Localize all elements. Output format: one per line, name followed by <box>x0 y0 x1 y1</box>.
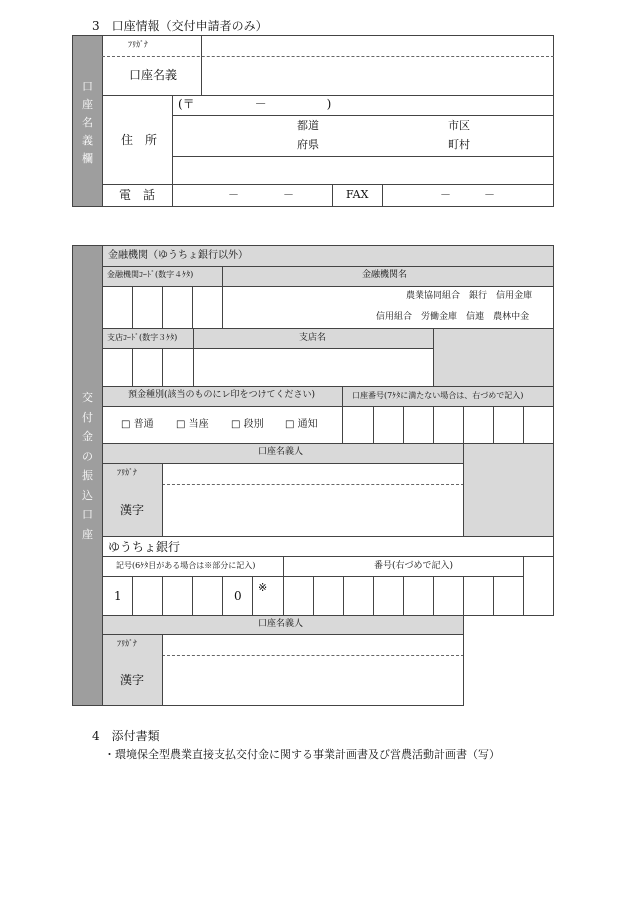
shikuchoson-label-2: 町村 <box>448 138 470 151</box>
phone-field[interactable]: － － <box>228 188 294 201</box>
furigana-label: ﾌﾘｶﾞﾅ <box>128 40 148 49</box>
phone-label: 電 話 <box>119 188 156 202</box>
attachment-item: ・環境保全型農業直接支払交付金に関する事業計画書及び営農活動計画書（写） <box>104 748 500 761</box>
branch-name-label: 支店名 <box>299 333 327 343</box>
fax-label: FAX <box>346 188 369 201</box>
holder-furigana-label: ﾌﾘｶﾞﾅ <box>117 468 137 477</box>
branch-code-label: 支店ｺｰﾄﾞ(数字３ｹﾀ) <box>107 333 178 342</box>
holder-label: 口座名義人 <box>258 447 304 457</box>
institution-types-line1: 農業協同組合 銀行 信用金庫 <box>406 291 533 301</box>
yucho-header: ゆうちょ銀行 <box>108 540 181 554</box>
account-number-label: 口座番号(7ｹﾀに満たない場合は、右づめで記入) <box>352 391 524 400</box>
todofuken-label-2: 府県 <box>297 138 319 151</box>
deposit-ordinary-checkbox[interactable]: □ 普通 <box>121 419 154 430</box>
yucho-kanji-label: 漢字 <box>120 673 145 687</box>
yucho-furigana-label: ﾌﾘｶﾞﾅ <box>117 639 137 648</box>
section3-heading: 3 口座情報（交付申請者のみ） <box>92 19 268 33</box>
deposit-tier-checkbox[interactable]: □ 段別 <box>231 419 264 430</box>
account-side-label: 口 座 名 義 欄 <box>73 36 102 206</box>
bank-side-label: 交 付 金 の 振 込 口 座 <box>73 246 102 705</box>
institution-types-line2: 信用組合 労働金庫 信連 農林中金 <box>376 312 530 322</box>
institution-header: 金融機関（ゆうちょ銀行以外） <box>108 250 248 261</box>
yucho-holder-label: 口座名義人 <box>258 619 304 629</box>
yucho-number-label: 番号(右づめで記入) <box>374 561 454 571</box>
account-name-label: 口座名義 <box>129 68 178 82</box>
todofuken-label-1: 都道 <box>297 119 319 132</box>
deposit-current-checkbox[interactable]: □ 当座 <box>176 419 209 430</box>
postal-code-field[interactable]: (〒 － ) <box>178 97 332 111</box>
address-detail-field[interactable] <box>173 157 553 183</box>
yucho-mark: ※ <box>258 581 268 594</box>
institution-code-label: 金融機関ｺｰﾄﾞ(数字４ｹﾀ) <box>107 270 194 279</box>
furigana-field[interactable] <box>202 36 553 55</box>
section4-heading: 4 添付書類 <box>92 729 160 743</box>
holder-kanji-label: 漢字 <box>120 503 145 517</box>
deposit-notice-checkbox[interactable]: □ 通知 <box>285 419 318 430</box>
yucho-symbol-label: 記号(6ｹﾀ目がある場合は※部分に記入) <box>116 561 256 570</box>
account-name-field[interactable] <box>202 57 553 94</box>
shikuchoson-label-1: 市区 <box>448 119 470 132</box>
yucho-digit-1: 1 <box>114 589 122 603</box>
yucho-digit-0: 0 <box>234 589 242 603</box>
fax-field[interactable]: － － <box>440 188 495 201</box>
address-label: 住 所 <box>121 133 158 147</box>
deposit-type-label: 預金種別(該当のものにレ印をつけてください) <box>128 390 316 400</box>
institution-name-label: 金融機関名 <box>362 270 408 280</box>
